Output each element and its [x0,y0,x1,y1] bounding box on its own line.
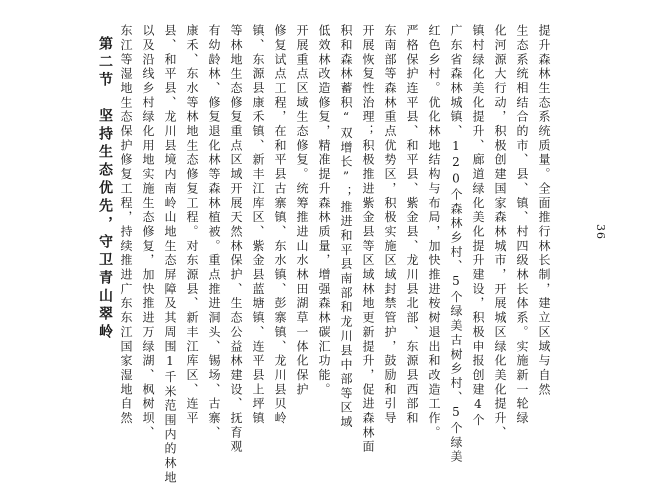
text-line-7: 严格保护连平县、和平县、紫金县、龙川县北部、东源县西部和 [405,24,419,426]
text-line-13: 修复试点工程，在和平县古寨镇、东水镇、彭寨镇、龙川县贝岭 [273,24,287,426]
text-line-14: 镇、东源县康禾镇、新丰江库区、紫金县蓝塘镇、连平县上坪镇 [251,24,265,426]
text-line-9: 开展恢复性治理；积极推进紫金县等区域林地更新提升，促进森林面 [361,24,375,455]
text-line-4: 镇村绿化美化提升、廊道绿化美化提升建设，积极申报创建4个 [471,24,485,428]
text-line-11: 低效林改造修复，精准提升森林质量，增强森林碳汇功能。 [317,24,331,398]
text-line-2: 生态系统相结合的市、县、镇、村四级林长体系。实施新一轮绿 [515,24,529,426]
text-line-10: 积和森林蓄积“双增长”；推进和平县南部和龙川县中部等区域 [339,24,353,430]
text-line-1: 提升森林生态系统质量。全面推行林长制，建立区域与自然 [537,24,551,398]
text-line-5: 广东省森林城镇、120个森林乡村、5个绿美古树乡村、5个绿美 [449,24,463,465]
text-line-19: 以及沿线乡村绿化用地实施生态修复，加快推进万绿湖、枫树坝、 [141,24,155,441]
text-line-6: 红色乡村。优化林地结构与布局，加快推进桉树退出和改造工作。 [427,24,441,441]
text-line-20: 东江等湿地生态保护修复工程，持续推进广东东江国家湿地自然 [119,24,133,426]
text-line-12: 开展重点区域生态修复。统筹推进山水林田湖草一体化保护 [295,24,309,398]
text-line-3: 化河源大行动，积极创建国家森林城市，开展城区绿化美化提升、 [493,24,507,441]
text-line-15: 等林地生态修复重点区域开展天然林保护、生态公益林建设、抚育观 [229,24,243,455]
page-number: 36 [594,224,607,240]
text-line-16: 有幼龄林、修复退化林等森林植被。重点推进洞头、锡场、古寨、 [207,24,221,441]
text-line-17: 康禾、东水等林地生态修复工程。对东源县、新丰江库区、连平 [185,24,199,426]
text-line-18: 县、和平县、龙川县境内南岭山地生态屏障及其周围1千米范围内的林地 [163,24,177,485]
text-line-8: 东南部等森林重点优势区，积极实施区域封禁管护，鼓励和引导 [383,24,397,426]
section-heading: 第二节 坚持生态优先，守卫青山翠岭 [97,36,113,342]
